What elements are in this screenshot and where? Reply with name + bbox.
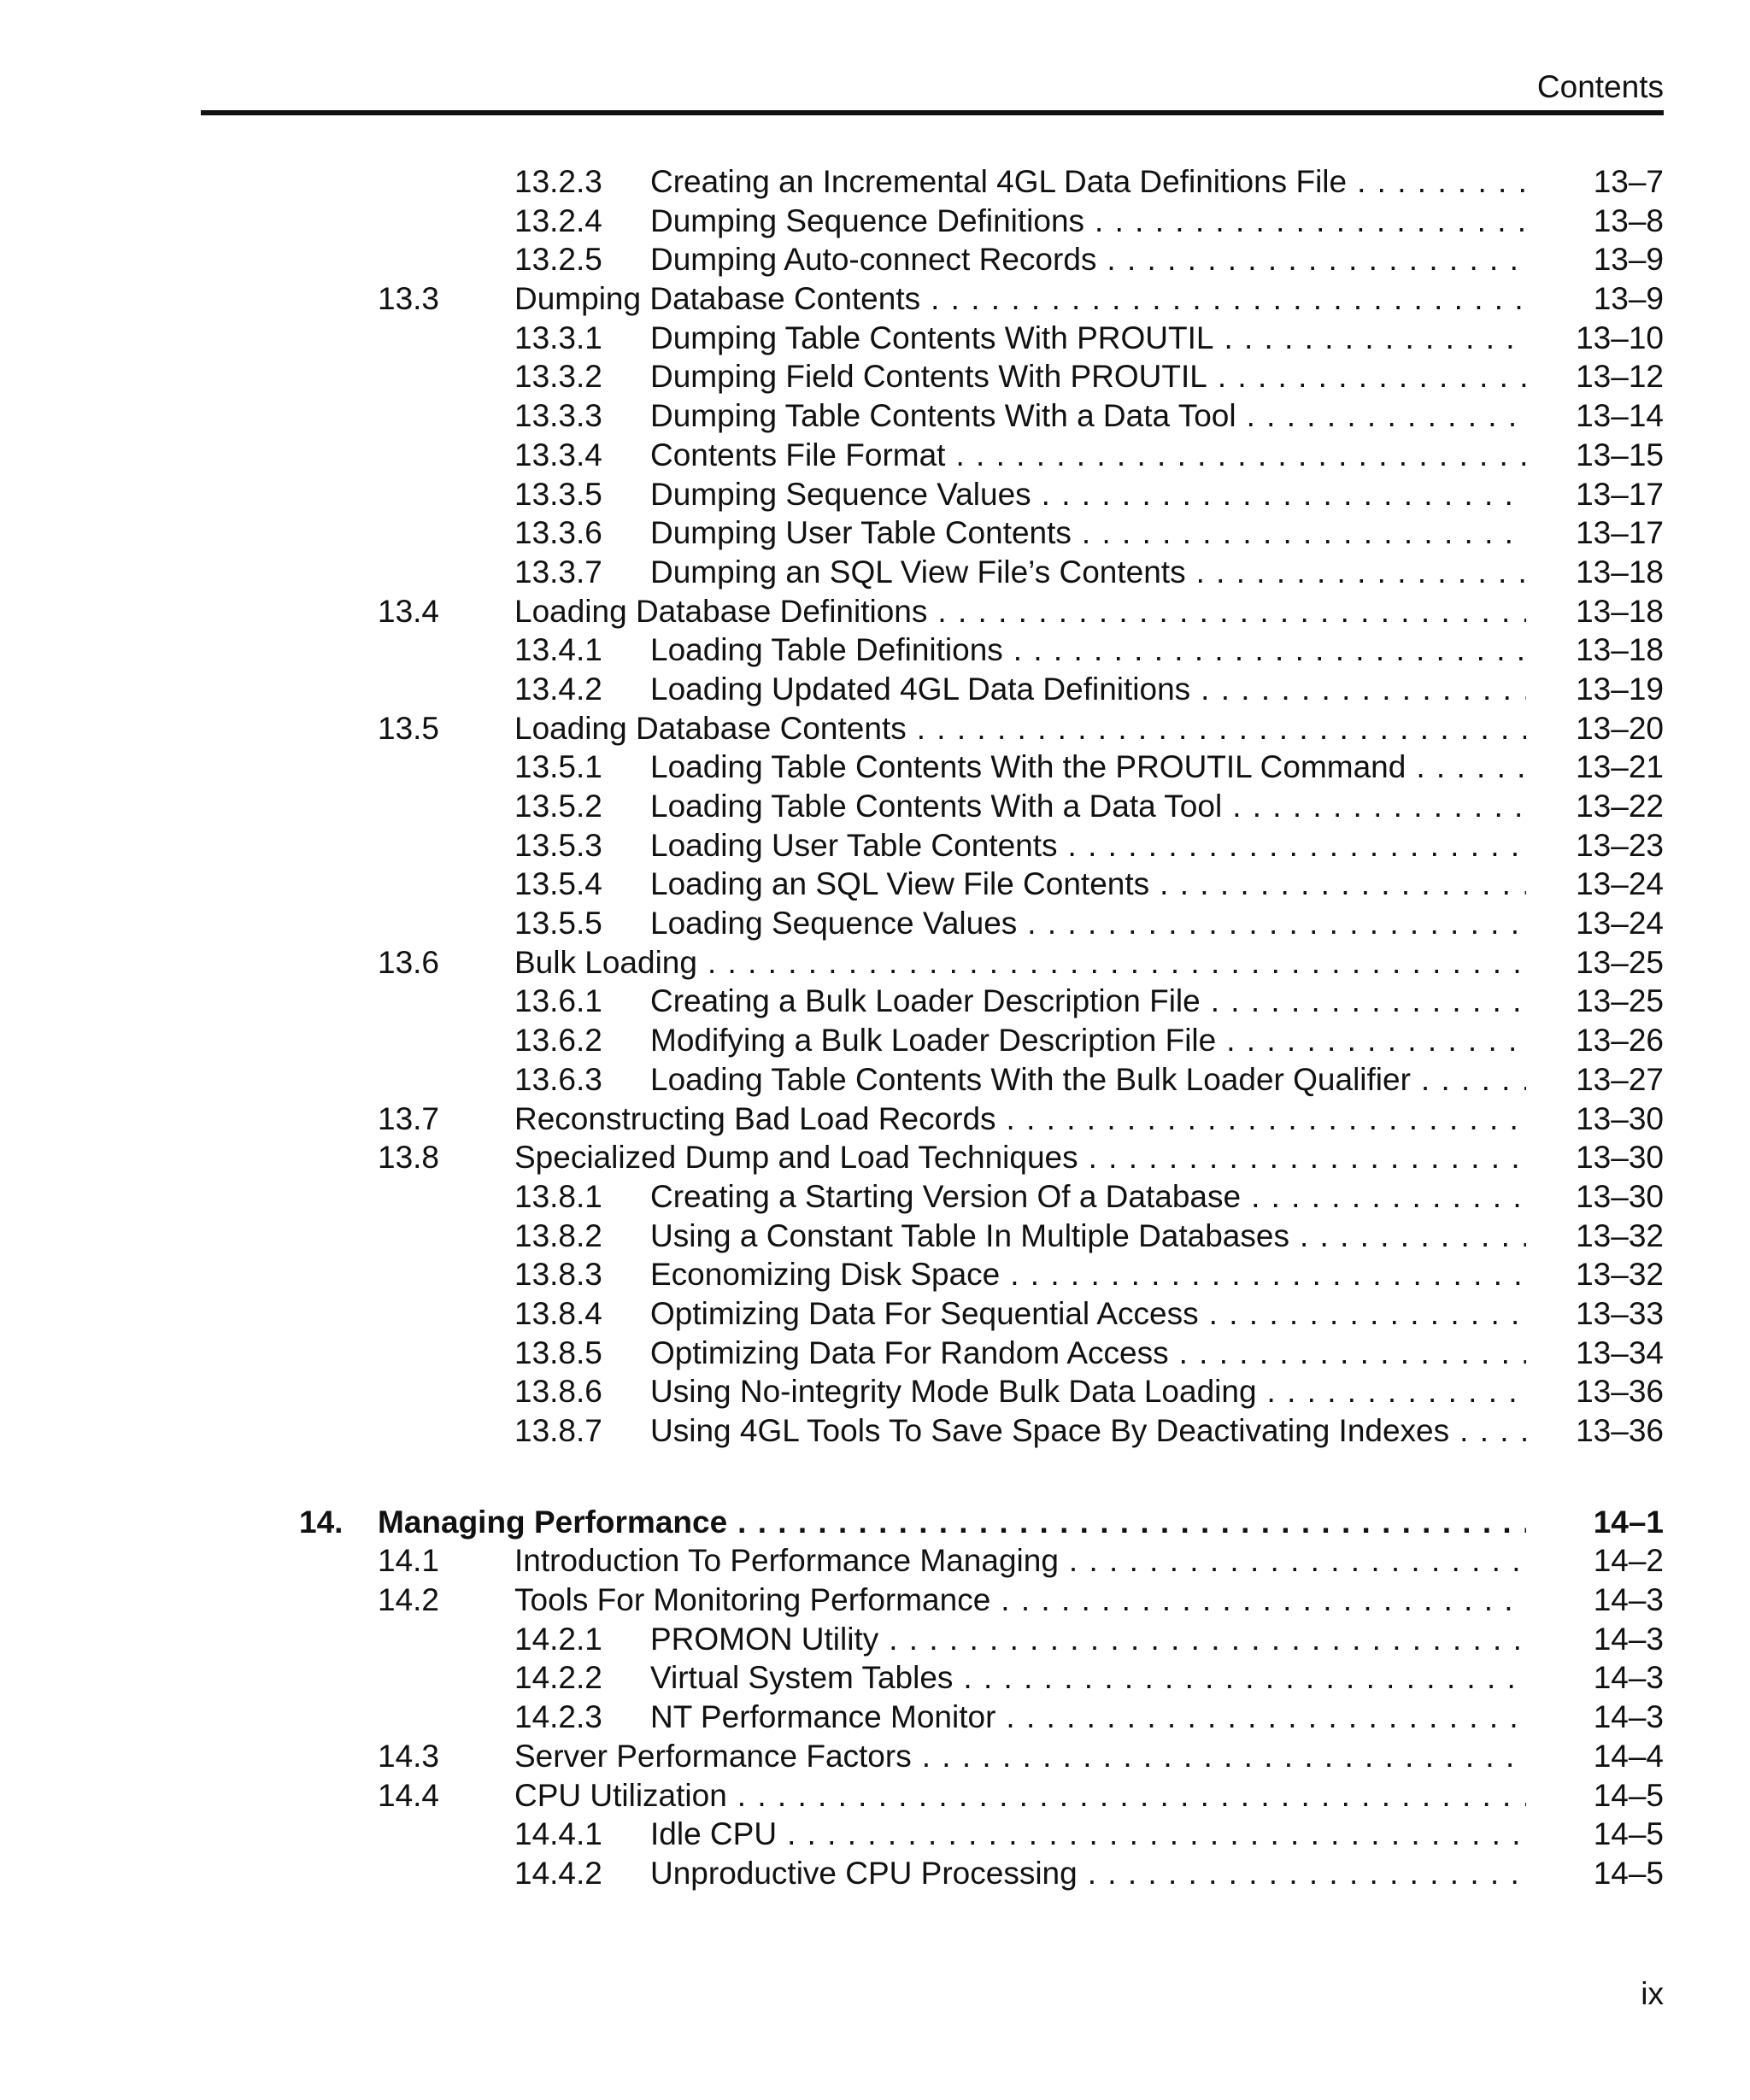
toc-entry-title xyxy=(650,1294,1526,1334)
toc-entry xyxy=(0,1217,1750,1256)
toc-entry-title-text: CPU Utilization xyxy=(514,1778,737,1813)
toc-entry-title xyxy=(650,631,1526,670)
toc-entry-number: 13.5.2 xyxy=(514,789,602,824)
toc-entry-title xyxy=(650,1060,1526,1100)
toc-entry-number: 13.2.4 xyxy=(514,202,602,238)
toc-entry-title-text: Loading Table Definitions xyxy=(650,632,1013,667)
toc-entry-number: 13.2.5 xyxy=(514,242,602,278)
toc-entry-page: 13–36 xyxy=(1576,1413,1664,1448)
toc-entry-page: 13–30 xyxy=(1576,1100,1664,1136)
toc-entry xyxy=(0,1698,1750,1737)
toc-entry-title-text: Loading Table Contents With the PROUTIL Command xyxy=(650,749,1416,784)
toc-entry xyxy=(0,1334,1750,1373)
toc-entry xyxy=(0,436,1750,475)
toc-entry-page: 14–5 xyxy=(1593,1777,1664,1813)
toc-entry-title xyxy=(514,709,1526,748)
toc-entry xyxy=(0,1503,1750,1542)
toc-entry-page: 13–26 xyxy=(1576,1023,1664,1059)
toc-section-chapter-14 xyxy=(0,1503,1750,1893)
toc-entry xyxy=(0,240,1750,279)
toc-entry-number: 14.3 xyxy=(378,1738,440,1774)
toc-entry-number: 13.8.6 xyxy=(514,1374,602,1410)
toc-entry-title xyxy=(650,396,1526,436)
toc-entry-title-text: Dumping an SQL View File’s Contents xyxy=(650,554,1196,590)
toc-entry xyxy=(0,357,1750,396)
toc-entry xyxy=(0,1815,1750,1854)
toc-entry-number: 13.6.3 xyxy=(514,1061,602,1097)
toc-entry-number: 13.5.1 xyxy=(514,749,602,785)
toc-entry-title-text: Dumping User Table Contents xyxy=(650,515,1082,550)
toc-entry-title xyxy=(650,904,1526,943)
toc-entry-title xyxy=(650,982,1526,1021)
toc-entry xyxy=(0,1177,1750,1217)
toc-entry-page: 13–14 xyxy=(1576,398,1664,434)
toc-entry-number: 13.3.6 xyxy=(514,515,602,551)
toc-entry-title-text: Dumping Sequence Definitions xyxy=(650,203,1095,238)
toc-entry xyxy=(0,1372,1750,1411)
toc-entry-title-text: Dumping Table Contents With a Data Tool xyxy=(650,398,1247,433)
toc-entry xyxy=(0,396,1750,436)
toc-entry-title xyxy=(650,513,1526,553)
toc-entry-page: 14–3 xyxy=(1593,1621,1664,1657)
toc-entry xyxy=(0,1541,1750,1581)
toc-entry xyxy=(0,631,1750,670)
toc-entry-title-text: Tools For Monitoring Performance xyxy=(514,1582,1001,1617)
toc-entry-title-text: Loading User Table Contents xyxy=(650,828,1068,863)
toc-entry xyxy=(0,1737,1750,1776)
header-rule xyxy=(201,110,1664,115)
toc-entry-number: 14.2.1 xyxy=(514,1621,602,1657)
toc-entry xyxy=(0,709,1750,748)
toc-entry-title-text: Optimizing Data For Sequential Access xyxy=(650,1296,1209,1331)
toc-entry-title-text: Virtual System Tables xyxy=(650,1660,963,1695)
toc-entry-number: 13.5.4 xyxy=(514,866,602,902)
toc-entry xyxy=(0,943,1750,983)
toc-entry xyxy=(0,592,1750,631)
toc-entry xyxy=(0,475,1750,514)
toc-entry-page: 14–2 xyxy=(1593,1543,1664,1579)
toc-entry-title-text: Loading an SQL View File Contents xyxy=(650,866,1160,901)
toc-entry-title-text: Loading Table Contents With a Data Tool xyxy=(650,789,1232,824)
toc-entry-page: 13–22 xyxy=(1576,789,1664,824)
toc-entry xyxy=(0,1255,1750,1294)
toc-entry-page: 13–15 xyxy=(1576,437,1664,472)
toc-entry-number: 13.3.1 xyxy=(514,320,602,355)
toc-entry-page: 13–17 xyxy=(1576,515,1664,551)
toc-entry-page: 14–3 xyxy=(1593,1660,1664,1696)
toc-entry-number: 13.5.3 xyxy=(514,827,602,863)
toc-entry-number: 13.8.5 xyxy=(514,1334,602,1370)
toc-entry-number: 13.3.5 xyxy=(514,476,602,512)
toc-entry-title xyxy=(650,1815,1526,1854)
toc-entry-number: 13.6.2 xyxy=(514,1023,602,1059)
toc-entry xyxy=(0,1138,1750,1177)
toc-entry-title xyxy=(650,1177,1526,1217)
toc-entry-page: 13–24 xyxy=(1576,906,1664,941)
toc-entry-number: 13.8.4 xyxy=(514,1295,602,1331)
toc-entry-number: 13.8.1 xyxy=(514,1178,602,1214)
toc-entry-title-text: Loading Database Definitions xyxy=(514,594,937,629)
toc-entry-title xyxy=(650,319,1526,358)
chapter-gap xyxy=(0,1451,1750,1503)
toc-entry-title xyxy=(650,1217,1526,1256)
toc-entry-page: 14–3 xyxy=(1593,1582,1664,1618)
toc-entry-number: 13.3 xyxy=(378,281,440,317)
toc-entry-title xyxy=(650,162,1526,202)
toc-entry xyxy=(0,1060,1750,1100)
toc-entry-number: 13.4.1 xyxy=(514,632,602,668)
toc-entry-title-text: Loading Database Contents xyxy=(514,711,917,746)
toc-entry-page: 13–23 xyxy=(1576,827,1664,863)
toc-entry-title-text: Idle CPU xyxy=(650,1816,787,1851)
toc-entry-title-text: Dumping Table Contents With PROUTIL xyxy=(650,320,1224,355)
toc-entry-title-text: Modifying a Bulk Loader Description File xyxy=(650,1023,1226,1058)
toc-entry-title xyxy=(650,1854,1526,1893)
toc-entry-page: 13–20 xyxy=(1576,710,1664,746)
toc-entry xyxy=(0,319,1750,358)
toc-entry-number: 13.8.2 xyxy=(514,1217,602,1253)
toc-entry xyxy=(0,787,1750,826)
toc-entry xyxy=(0,1620,1750,1659)
toc-entry-title xyxy=(650,1372,1526,1411)
toc-entry-page: 14–5 xyxy=(1593,1816,1664,1852)
toc-entry-page: 14–3 xyxy=(1593,1699,1664,1735)
toc-entry-number: 13.6 xyxy=(378,944,440,980)
toc-entry-title xyxy=(650,475,1526,514)
toc-entry-number: 14.1 xyxy=(378,1543,440,1579)
toc-entry xyxy=(0,1100,1750,1139)
toc-entry-page: 13–30 xyxy=(1576,1178,1664,1214)
toc-entry-title xyxy=(650,357,1526,396)
toc-entry-title-text: Using No-integrity Mode Bulk Data Loading xyxy=(650,1374,1267,1409)
toc-entry xyxy=(0,670,1750,709)
toc-entry-page: 13–25 xyxy=(1576,983,1664,1019)
toc-entry xyxy=(0,1776,1750,1816)
toc-entry-number: 13.4.2 xyxy=(514,671,602,707)
toc-entry-title-text: Creating an Incremental 4GL Data Definitions File xyxy=(650,164,1357,199)
toc-entry-title-text: Bulk Loading xyxy=(514,945,708,980)
toc-entry-page: 13–9 xyxy=(1593,242,1664,278)
toc-entry-title-text: Dumping Sequence Values xyxy=(650,477,1042,512)
toc-entry-title xyxy=(514,1581,1526,1620)
toc-entry-number: 13.3.3 xyxy=(514,398,602,434)
toc-entry-number: 13.3.7 xyxy=(514,554,602,590)
toc-entry-title-text: Loading Sequence Values xyxy=(650,906,1027,941)
toc-entry-page: 13–25 xyxy=(1576,944,1664,980)
toc-entry-title-text: Unproductive CPU Processing xyxy=(650,1856,1088,1891)
page-number: ix xyxy=(1641,1976,1664,2011)
toc-entry xyxy=(0,513,1750,553)
toc-entry-page: 13–36 xyxy=(1576,1374,1664,1410)
toc-entry-page: 13–33 xyxy=(1576,1295,1664,1331)
toc-entry-title xyxy=(650,1698,1526,1737)
toc-entry-title-text: Introduction To Performance Managing xyxy=(514,1543,1069,1578)
toc-entry-number: 14.4.1 xyxy=(514,1816,602,1852)
toc-entry-title-text: Loading Updated 4GL Data Definitions xyxy=(650,672,1201,707)
toc-entry-title xyxy=(650,1334,1526,1373)
toc-entry-title-text: Optimizing Data For Random Access xyxy=(650,1335,1179,1370)
toc-entry-title xyxy=(650,240,1526,279)
toc-entry xyxy=(0,1581,1750,1620)
toc-entry-title xyxy=(650,202,1526,241)
toc-entry-title xyxy=(650,436,1526,475)
toc-entry-number: 14.4.2 xyxy=(514,1855,602,1891)
toc-entry-title xyxy=(650,1255,1526,1294)
toc-entry-title-text: Dumping Auto-connect Records xyxy=(650,242,1107,277)
toc-entry-title-text: Server Performance Factors xyxy=(514,1739,922,1774)
toc-entry-number: 14.2.2 xyxy=(514,1660,602,1696)
table-of-contents xyxy=(0,162,1750,1893)
toc-entry-page: 13–34 xyxy=(1576,1334,1664,1370)
toc-entry-title-text: PROMON Utility xyxy=(650,1622,889,1657)
toc-entry xyxy=(0,982,1750,1021)
toc-entry xyxy=(0,202,1750,241)
toc-entry-page: 14–1 xyxy=(1593,1504,1664,1540)
toc-entry-title-text: Reconstructing Bad Load Records xyxy=(514,1101,1007,1136)
toc-entry-page: 13–8 xyxy=(1593,202,1664,238)
toc-entry-title xyxy=(514,1138,1526,1177)
toc-entry-title xyxy=(514,1100,1526,1139)
toc-entry xyxy=(0,553,1750,592)
toc-entry xyxy=(0,1658,1750,1698)
toc-entry-title xyxy=(514,1737,1526,1776)
toc-entry-title xyxy=(650,748,1526,787)
toc-entry-title xyxy=(650,826,1526,865)
running-head-title: Contents xyxy=(1536,69,1664,104)
toc-entry xyxy=(0,279,1750,319)
toc-entry-title xyxy=(650,1620,1526,1659)
toc-entry-title-text: Loading Table Contents With the Bulk Loader Qualifier xyxy=(650,1062,1421,1097)
toc-entry-title xyxy=(514,1776,1526,1816)
toc-entry-title xyxy=(650,1658,1526,1698)
toc-section-chapter-13 xyxy=(0,162,1750,1451)
toc-entry-title xyxy=(514,1541,1526,1581)
toc-entry-title-text: Dumping Database Contents xyxy=(514,281,931,316)
toc-entry-number: 14.4 xyxy=(378,1777,440,1813)
toc-entry-page: 13–9 xyxy=(1593,281,1664,317)
toc-entry xyxy=(0,865,1750,904)
toc-entry-number: 13.3.4 xyxy=(514,437,602,472)
toc-entry-title xyxy=(514,279,1526,319)
toc-entry-number: 14.2 xyxy=(378,1582,440,1618)
toc-entry-title-text: Contents File Format xyxy=(650,437,955,472)
toc-entry-number: 13.5 xyxy=(378,710,440,746)
toc-entry-title xyxy=(650,787,1526,826)
toc-entry-page: 13–12 xyxy=(1576,359,1664,395)
toc-entry-page: 13–18 xyxy=(1576,593,1664,629)
toc-entry-title-text: Creating a Starting Version Of a Database xyxy=(650,1179,1251,1214)
toc-entry-number: 13.8 xyxy=(378,1140,440,1176)
toc-entry xyxy=(0,1411,1750,1451)
toc-entry-page: 13–21 xyxy=(1576,749,1664,785)
toc-entry-title-text: Managing Performance xyxy=(378,1505,737,1540)
toc-entry-title-text: NT Performance Monitor xyxy=(650,1699,1006,1734)
toc-entry-page: 14–5 xyxy=(1593,1855,1664,1891)
toc-entry-page: 14–4 xyxy=(1593,1738,1664,1774)
toc-entry-title xyxy=(650,670,1526,709)
toc-entry-title xyxy=(514,592,1526,631)
toc-entry xyxy=(0,904,1750,943)
toc-entry-title-text: Dumping Field Contents With PROUTIL xyxy=(650,359,1218,394)
toc-entry-title xyxy=(650,865,1526,904)
toc-entry-title xyxy=(378,1503,1526,1542)
toc-entry-number: 13.7 xyxy=(378,1100,440,1136)
toc-entry-page: 13–27 xyxy=(1576,1061,1664,1097)
toc-entry-number: 13.3.2 xyxy=(514,359,602,395)
toc-entry-page: 13–18 xyxy=(1576,632,1664,668)
toc-entry-page: 13–7 xyxy=(1593,164,1664,199)
toc-entry-page: 13–32 xyxy=(1576,1257,1664,1293)
toc-entry-number: 13.2.3 xyxy=(514,164,602,199)
toc-entry-title xyxy=(514,943,1526,983)
toc-entry-title xyxy=(650,1021,1526,1060)
toc-entry-title xyxy=(650,553,1526,592)
toc-entry-page: 13–17 xyxy=(1576,476,1664,512)
toc-entry xyxy=(0,1021,1750,1060)
toc-entry-number: 13.8.7 xyxy=(514,1413,602,1448)
toc-entry-number: 14. xyxy=(299,1504,344,1540)
toc-entry-page: 13–19 xyxy=(1576,671,1664,707)
toc-entry-title xyxy=(650,1411,1526,1451)
toc-entry xyxy=(0,826,1750,865)
toc-entry-page: 13–32 xyxy=(1576,1217,1664,1253)
toc-entry-number: 13.5.5 xyxy=(514,906,602,941)
toc-entry-number: 14.2.3 xyxy=(514,1699,602,1735)
toc-entry-page: 13–24 xyxy=(1576,866,1664,902)
toc-entry-title-text: Specialized Dump and Load Techniques xyxy=(514,1140,1089,1175)
toc-entry-number: 13.6.1 xyxy=(514,983,602,1019)
toc-entry xyxy=(0,1294,1750,1334)
toc-entry-number: 13.8.3 xyxy=(514,1257,602,1293)
toc-entry-title-text: Using 4GL Tools To Save Space By Deactivating Indexes xyxy=(650,1413,1459,1448)
toc-entry-title-text: Economizing Disk Space xyxy=(650,1257,1010,1292)
toc-entry xyxy=(0,748,1750,787)
toc-entry-number: 13.4 xyxy=(378,593,440,629)
toc-entry-page: 13–10 xyxy=(1576,320,1664,355)
toc-entry xyxy=(0,1854,1750,1893)
toc-entry-title-text: Creating a Bulk Loader Description File xyxy=(650,983,1211,1018)
toc-entry-page: 13–30 xyxy=(1576,1140,1664,1176)
toc-entry-page: 13–18 xyxy=(1576,554,1664,590)
toc-entry xyxy=(0,162,1750,202)
toc-entry-title-text: Using a Constant Table In Multiple Databases xyxy=(650,1218,1300,1253)
